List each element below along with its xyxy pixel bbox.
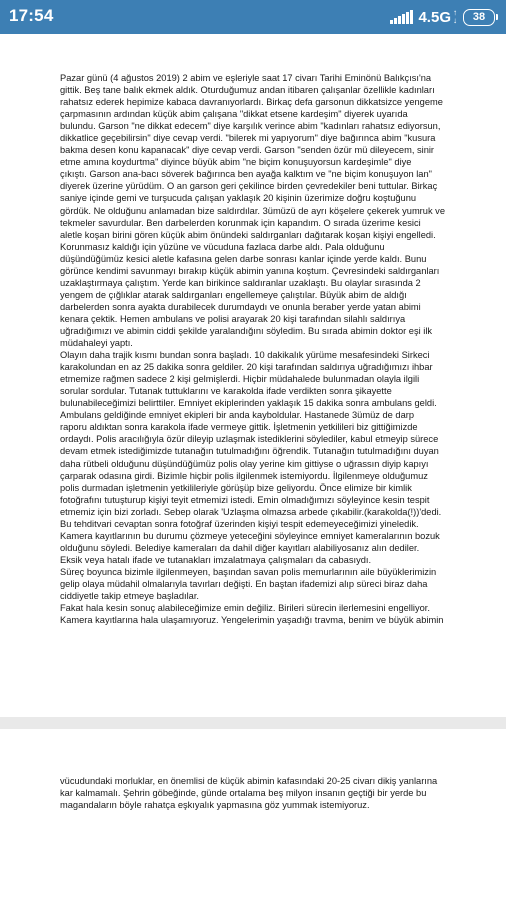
- text-line: aletle koşan birini gören küçük abim önündeki saldırganları dağıtarak koşan kişiyi engelledi.: [60, 229, 436, 240]
- text-line: gördük. Ne olduğunu anlamadan bize saldırdılar. 3ümüzü de ayrı köşelere çekerek yumruk ve: [60, 205, 445, 216]
- network-type: 4.5G: [418, 8, 451, 26]
- text-line: Olayın daha trajik kısmı bundan sonra başladı. 10 dakikalık yürüme mesafesindeki Sirkeci: [60, 350, 430, 361]
- data-activity-icon: ↑ ↓: [453, 8, 457, 25]
- text-line: magandaların böyle rahatça eşkıyalık yapmasına göz yummak istemiyoruz.: [60, 800, 370, 811]
- text-line: Fakat hala kesin sonuç alabileceğimize emin değiliz. Birileri sürecin ilerlemesini engelliyor.: [60, 603, 430, 614]
- text-line: kenara çektik. Hemen ambulans ve polisi arayarak 20 kişi tarafından silahlı saldırıya: [60, 313, 406, 324]
- page-2-text: [60, 775, 456, 811]
- text-line: düşündüğümüz kesici aletle kafasına gelen darbe sonrası kanlar içinde yerde kaldı. Bunu: [60, 253, 427, 264]
- text-line: raporu aldıktan sonra karakola ifade vermeye gittik. İşletmenin yetkilileri biz gittiğimizde: [60, 422, 418, 433]
- text-line: fotoğrafını tutuşturup kişiyi teyit etmemizi istedi. Emin olmadığımızı söyleyince kesin tespit: [60, 494, 430, 505]
- text-line: Ambulans geldiğinde emniyet ekipleri bir anda kayboldular. Hastanede 3ümüz de darp: [60, 410, 415, 421]
- text-line: devam etmek istediğimizde tutanağın tutulmadığını öğrendik. Tutanağın tutulmadığını duyan: [60, 446, 439, 457]
- text-line: çıkıştı. Garson ana-bacı söverek bağırınca ben ayağa kalktım ve "ne biçim konuşuyon lan": [60, 169, 432, 180]
- signal-strength-icon: [389, 10, 413, 24]
- text-line: gelip olaya müdahil olmalarıyla tavırları değişti. En baştan ifademizi alıp süreci biraz daha: [60, 578, 428, 589]
- text-line: Kamera kayıtlarının bu durumu çözmeye yeteceğini söyleyince emniyet kameralarının bozuk: [60, 530, 440, 541]
- status-indicators: [389, 8, 498, 26]
- text-line: Bu tehditvari cevaptan sonra fotoğraf üzerinden kişiyi tespit edemeyeceğimizi yineledik.: [60, 518, 419, 529]
- text-line: karakolundan en az 25 dakika sonra geldiler. 20 kişi tarafından saldırıya uğradığımızı ihbar: [60, 362, 433, 373]
- text-line: saniye içinde gemi ve turşucuda çalışan yaklaşık 20 kişinin üzerimize doğru koştuğunu: [60, 193, 417, 204]
- battery-level: 38: [472, 10, 486, 23]
- text-line: olduğunu söyledi. Belediye kameraları da dahil diğer kayıtları alabiliyosanız alın dediler.: [60, 542, 420, 553]
- page-separator: [0, 717, 506, 729]
- text-line: ordaydı. Polis aracılığıyla özür dileyip uzlaşmak istediklerini söylediler, kabul etmeyip sürece: [60, 434, 439, 445]
- text-line: ciddiyetle takip etmeye başladılar.: [60, 591, 200, 602]
- text-line: dikkatlice geçebilirsin" diye cevap verdi. "bilerek mi yapıyorum" diye bağırınca abim "kusura: [60, 133, 436, 144]
- document-page-1: [0, 34, 506, 717]
- text-line: müdahaleyi yaptı.: [60, 338, 133, 349]
- text-line: etmemiz için bizi zorladı. Sebep olarak 'Uzlaşma olmazsa arbede çıkabilir.(karakolda(!))'dedi.: [60, 506, 442, 517]
- text-line: diyerek üzerine yürüdüm. O an garson geri çekilince birden çevredekiler beni tuttular. Birkaç: [60, 181, 438, 192]
- text-line: kar kalmamalı. Şehrin göbeğinde, günde ortalama beş milyon insanın geçtiği bir yerde bu: [60, 788, 427, 799]
- text-line: daha rütbeli olduğunu düşündüğümüz polis olay yerine kim gittiyse o uğrassın diyip kapıyı: [60, 458, 429, 469]
- text-line: Kamera kayıtlarına hala ulaşamıyoruz. Yengelerimin yaşadığı travma, benim ve büyük abimin: [60, 615, 444, 626]
- battery-icon: [463, 9, 495, 26]
- text-line: etme amına koydurtma" diyince büyük abim "ne biçim konuşuyorsun kardeşimle" diye: [60, 157, 412, 168]
- battery-nub: [496, 14, 498, 20]
- text-line: sorular sordular. Tutanak tuttuklarını ve karakolda ifade verdikten sonra şikayette: [60, 386, 392, 397]
- status-time: 17:54: [9, 6, 54, 25]
- text-line: bakma desen konu kapanacak" diye cevap verdi. Garson "senden özür mü dileyecem, sinir: [60, 145, 435, 156]
- text-line: uzaklaştırmaya çalıştım. Yerde kan birikince saldıranlar uzaklaştı. Bu olaylar sırasında 2: [60, 277, 421, 288]
- text-line: Pazar günü (4 ağustos 2019) 2 abim ve eşleriyle saat 17 civarı Tarihi Eminönü Balıkçısı'na: [60, 73, 432, 83]
- text-line: gittik. Beş tane balık ekmek aldık. Oturduğumuz andan itibaren çalışanlar özellikle kadınları: [60, 85, 435, 96]
- text-line: uğradığımızı ve abimin ciddi şekilde yaralandığını söyledim. Bu sırada abimin doktor eşi ilk: [60, 325, 433, 336]
- text-line: vücudundaki morluklar, en önemlisi de küçük abimin kafasındaki 20-25 civarı dikiş yanlarına: [60, 776, 438, 786]
- text-line: polis durmadan işletmenin yetkilileriyle görüşüp bize geliyordu. Önce elimize bir kimlik: [60, 482, 412, 493]
- text-line: tekmeler savurdular. Ben darbelerden korunmak için kapandım. O sırada üzerime kesici: [60, 217, 421, 228]
- text-line: rahatsız ederek hepimize kabaca davranıyorlardı. Birkaç defa garsonun dikkatsizce yengeme: [60, 97, 443, 108]
- text-line: Süreç boyunca bizimle ilgilenmeyen, başından savan polis memurlarının aile büyüklerimizin: [60, 566, 437, 577]
- status-bar: [0, 0, 506, 34]
- text-line: Eksik veya hatalı ifade ve tutanakları imzalatmaya çalışmaları da cabasıydı.: [60, 554, 372, 565]
- text-line: darbelerden sonra ayakta durabilecek durumdaydı ve onunla beraber yerde yatan abimi: [60, 301, 421, 312]
- text-line: çarparak odasına girdi. Bizimle hiçbir polis ilgilenmek istemiyordu. İlgilenmeye olduğumuz: [60, 470, 428, 481]
- text-line: Korunmasız kaldığı için yüzüne ve vücuduna fazlaca darbe aldı. Pala olduğunu: [60, 241, 385, 252]
- text-line: etmemize rağmen sadece 2 kişi gelmişlerdi. Hiçbir müdahalede bulunmadan olayla ilgili: [60, 374, 420, 385]
- text-line: çarpmasının ardından küçük abim çalışana "dikkat etsene kardeşim" diyerek uyarıda: [60, 109, 408, 120]
- page-1-text: [60, 72, 456, 626]
- text-line: bulundu. Garson "ne dikkat edecem" diye karşılık verince abim "kadınları rahatsız ediyorsun,: [60, 121, 441, 132]
- text-line: bulunabileceğimizi belirttiler. Emniyet ekiplerinden yaklaşık 15 dakika sonra ambulans geldi.: [60, 398, 437, 409]
- document-page-2: [0, 729, 506, 900]
- text-line: görünce kendimi savunmayı bırakıp küçük abimin yanına koştum. Çevresindeki saldırganları: [60, 265, 440, 276]
- text-line: yengem de çığlıklar atarak saldırganları engellemeye çalıştılar. Büyük abim de aldığı: [60, 289, 407, 300]
